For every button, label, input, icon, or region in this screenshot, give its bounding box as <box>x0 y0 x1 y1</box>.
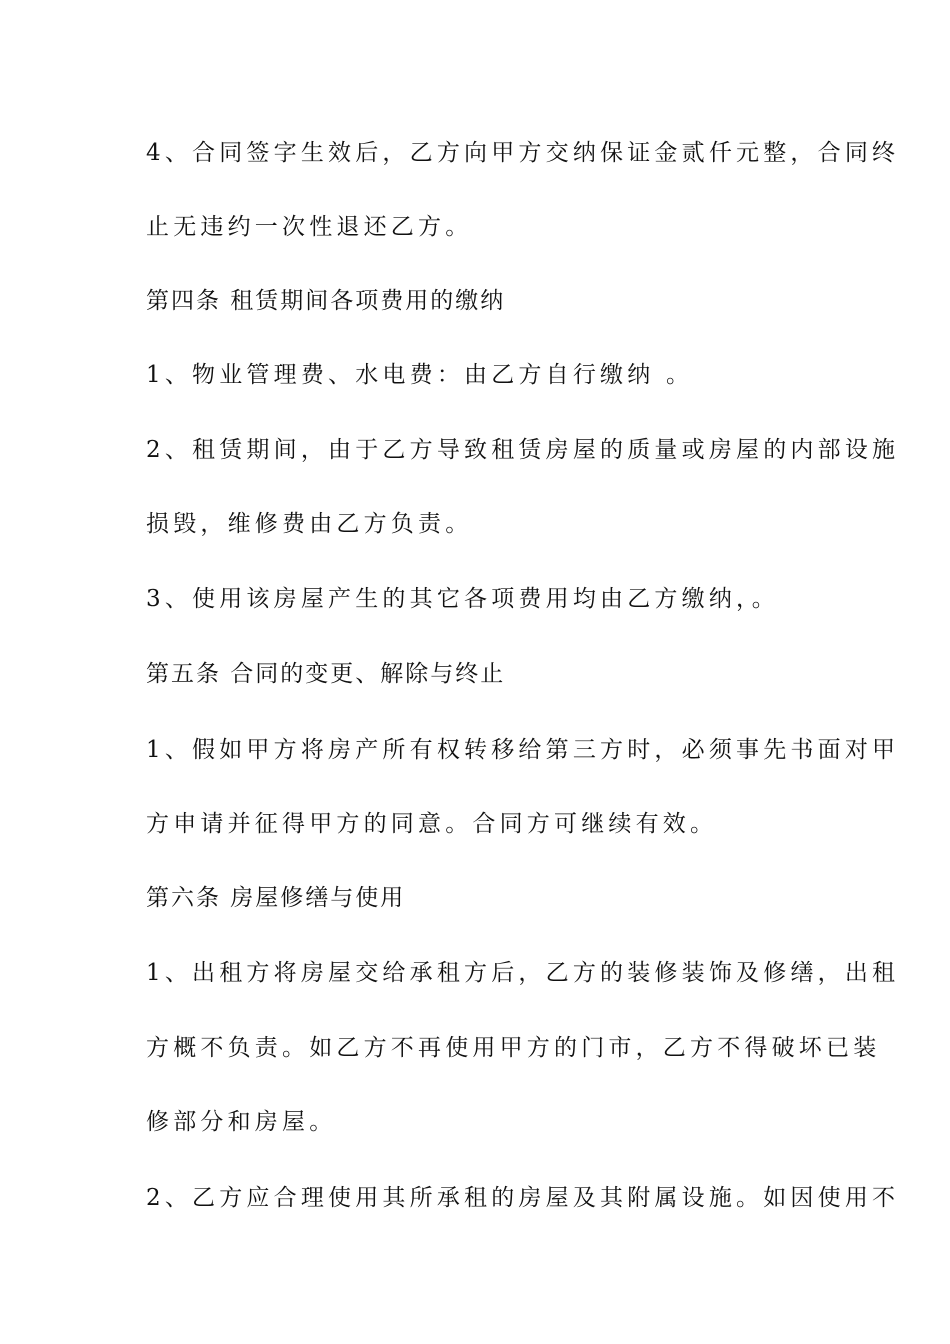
paragraph-line: 1、出租方将房屋交给承租方后，乙方的装修装饰及修缮，出租 <box>146 960 900 986</box>
paragraph-line: 1、假如甲方将房产所有权转移给第三方时，必须事先书面对甲 <box>146 737 900 763</box>
paragraph-line: 方申请并征得甲方的同意。合同方可继续有效。 <box>146 811 718 837</box>
paragraph-line: 3、使用该房屋产生的其它各项费用均由乙方缴纳，。 <box>146 586 779 612</box>
paragraph-line: 方概不负责。如乙方不再使用甲方的门市，乙方不得破坏已装 <box>146 1035 881 1061</box>
paragraph-line: 止无违约一次性退还乙方。 <box>146 214 473 240</box>
paragraph-line: 2、租赁期间，由于乙方导致租赁房屋的质量或房屋的内部设施 <box>146 437 900 463</box>
paragraph-line: 4、合同签字生效后，乙方向甲方交纳保证金贰仟元整，合同终 <box>146 140 900 166</box>
paragraph-line: 2、乙方应合理使用其所承租的房屋及其附属设施。如因使用不 <box>146 1185 900 1211</box>
section-heading-6: 第六条 房屋修缮与使用 <box>146 885 406 911</box>
paragraph-line: 1、物业管理费、水电费：由乙方自行缴纳 。 <box>146 362 694 388</box>
section-heading-5: 第五条 合同的变更、解除与终止 <box>146 661 506 687</box>
section-heading-4: 第四条 租赁期间各项费用的缴纳 <box>146 288 506 314</box>
paragraph-line: 修部分和房屋。 <box>146 1109 337 1135</box>
paragraph-line: 损毁，维修费由乙方负责。 <box>146 511 473 537</box>
